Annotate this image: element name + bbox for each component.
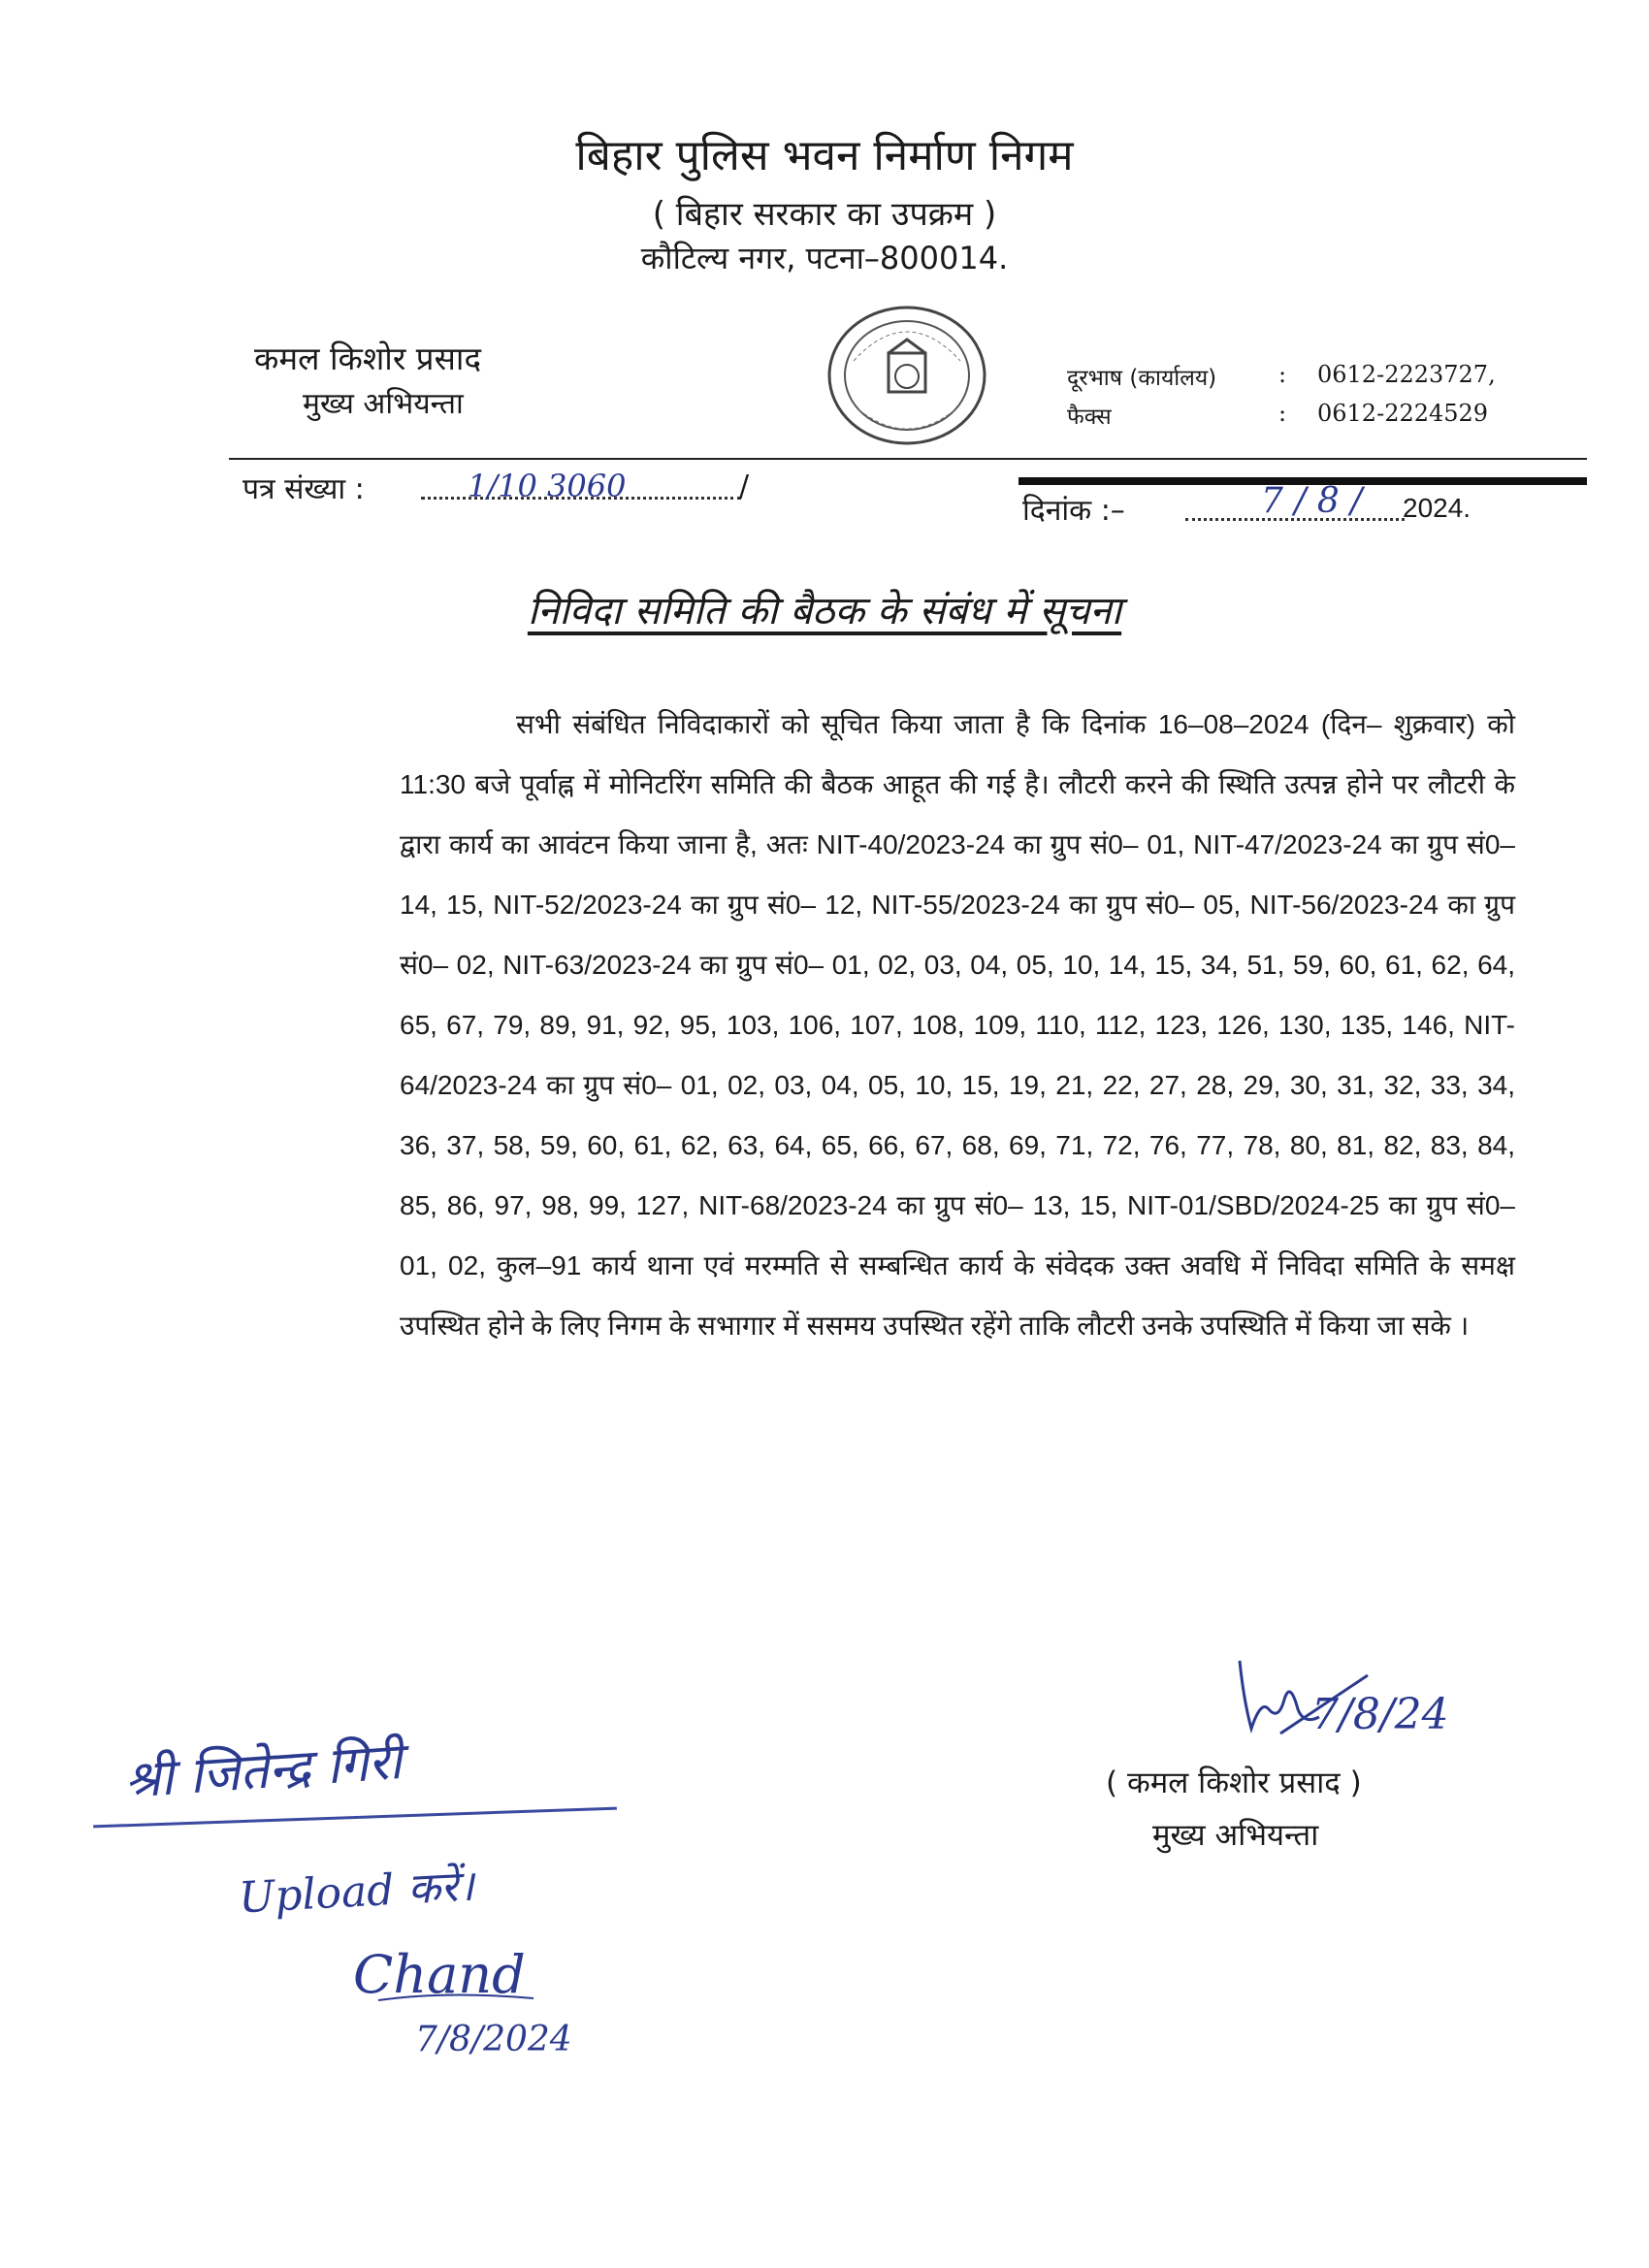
- date-value: 7 / 8 /: [1261, 481, 1363, 521]
- officer-signature: [1222, 1641, 1449, 1758]
- org-address: कौटिल्य नगर, पटना–800014.: [640, 240, 1009, 276]
- seal-stamp: [824, 303, 989, 448]
- notice-paragraph: सभी संबंधित निविदाकारों को सूचित किया जाता है कि दिनांक 16–08–2024 (दिन– शुक्रवार) को 11:30 बजे पूर्वाह्न में मोनिटरिंग समिति की बैठक आहूत की गई है। लौटरी करने की स्थिति उत्पन्न होने पर लौटरी के द्वारा कार्य का आवंटन किया जाना है, अतः NIT-40/2023-24 का ग्रुप सं0– 01, NIT-47/2023-24 का ग्रुप सं0– 14, 15, NIT-52/2023-24 का ग्रुप सं0– 12, NIT-55/2023-24 का ग्रुप सं0– 05, NIT-56/2023-24 का ग्रुप सं0– 02, NIT-63/2023-24 का ग्रुप सं0– 01, 02, 03, 04, 05, 10, 14, 15, 34, 51, 59, 60, 61, 62, 64, 65, 67, 79, 89, 91, 92, 95, 103, 106, 107, 108, 109, 110, 112, 123, 126, 130, 135, 146, NIT-64/2023-24 का ग्रुप सं0– 01, 02, 03, 04, 05, 10, 15, 19, 21, 22, 27, 28, 29, 30, 31, 32, 33, 34, 36, 37, 58, 59, 60, 61, 62, 63, 64, 65, 66, 67, 68, 69, 71, 72, 76, 77, 78, 80, 81, 82, 83, 84, 85, 86, 97, 98, 99, 127, NIT-68/2023-24 का ग्रुप सं0– 13, 15, NIT-01/SBD/2024-25 का ग्रुप सं0– 01, 02, कुल–91 कार्य थाना एवं मरम्मति से सम्बन्धित कार्य के संवेदक उक्त अवधि में निविदा समिति के समक्ष उपस्थित होने के लिए निगम के सभागार में ससमय उपस्थित रहेंगे ताकि लौटरी उनके उपस्थिति में किया जा सके ।: [400, 709, 1515, 1341]
- org-name: बिहार पुलिस भवन निर्माण निगम: [575, 131, 1074, 180]
- handwritten-note-underline: [93, 1807, 617, 1829]
- fax-value: 0612-2224529: [1317, 400, 1489, 427]
- letter-number-slash: /: [739, 470, 750, 503]
- svg-text:Chand: Chand: [353, 1944, 526, 2005]
- signatory-designation: मुख्य अभियन्ता: [1152, 1818, 1319, 1853]
- letter-number-label: पत्र संख्या :: [242, 472, 365, 506]
- notice-body: [400, 695, 1515, 1356]
- handwritten-note-instruction: Upload करें।: [237, 1861, 475, 1924]
- date-year: 2024.: [1403, 493, 1471, 523]
- subject-heading: निविदा समिति की बैठक के संबंध में सूचना: [527, 589, 1122, 633]
- org-subtitle: ( बिहार सरकार का उपक्रम ): [652, 195, 997, 234]
- date-label: दिनांक :–: [1022, 494, 1125, 528]
- handwritten-note-signature: [349, 1930, 543, 2018]
- fax-colon: :: [1278, 400, 1287, 427]
- signature-date: 7/8/24: [1311, 1690, 1449, 1739]
- phone-value: 0612-2223727,: [1317, 361, 1496, 388]
- officer-designation: मुख्य अभियन्ता: [303, 387, 464, 421]
- letter-number-value: 1/10 3060: [468, 468, 627, 504]
- handwritten-note-addressee: श्री जितेन्द्र गिरी: [122, 1733, 404, 1810]
- handwritten-note-date: 7/8/2024: [415, 2020, 572, 2059]
- fax-label: फैक्स: [1067, 405, 1112, 430]
- header-divider: [229, 458, 1587, 460]
- officer-name: कमल किशोर प्रसाद: [254, 340, 481, 377]
- phone-label: दूरभाष (कार्यालय): [1067, 366, 1217, 391]
- signatory-name: ( कमल किशोर प्रसाद ): [1106, 1766, 1362, 1800]
- phone-colon: :: [1278, 361, 1287, 388]
